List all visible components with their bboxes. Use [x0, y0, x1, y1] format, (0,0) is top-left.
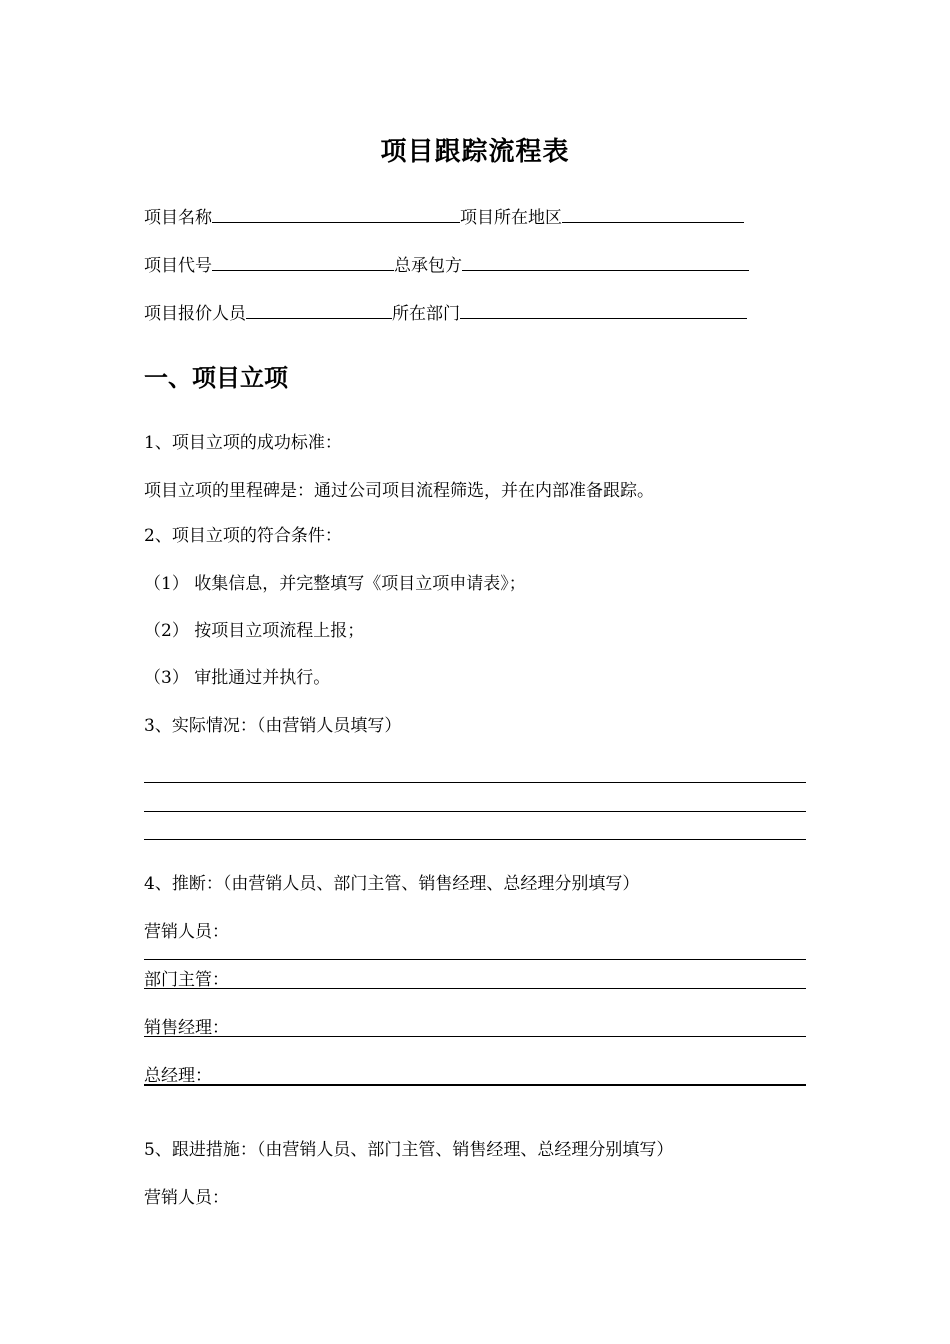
follow-sales-label: 营销人员：: [144, 1188, 229, 1208]
project-code-label: 项目代号: [144, 256, 212, 276]
actual-situation-line-2[interactable]: [144, 811, 806, 812]
general-contractor-field[interactable]: [462, 253, 749, 271]
judge-dept-head-line[interactable]: [144, 988, 806, 989]
project-region-label: 项目所在地区: [460, 208, 562, 228]
condition-number: （3）: [144, 668, 189, 688]
judge-gm-line[interactable]: [144, 1084, 806, 1086]
quoter-label: 项目报价人员: [144, 304, 246, 324]
item-1: 1、项目立项的成功标准：: [144, 433, 342, 453]
condition-text: 审批通过并执行。: [194, 668, 331, 688]
field-row-3: [144, 301, 747, 326]
judge-sales-manager-line[interactable]: [144, 1036, 806, 1037]
field-row-2: [144, 253, 749, 278]
judge-sales-label: 营销人员：: [144, 922, 229, 942]
project-code-field[interactable]: [212, 253, 394, 271]
actual-situation-line-1[interactable]: [144, 782, 806, 783]
field-row-1: [144, 205, 744, 230]
condition-text: 收集信息，并完整填写《项目立项申请表》；: [194, 574, 526, 594]
item-3: 3、实际情况：（由营销人员填写）: [144, 716, 402, 736]
general-contractor-label: 总承包方: [394, 256, 462, 276]
item-5: 5、跟进措施：（由营销人员、部门主管、销售经理、总经理分别填写）: [144, 1140, 674, 1160]
quoter-field[interactable]: [246, 301, 392, 319]
condition-text: 按项目立项流程上报；: [194, 621, 365, 641]
project-name-label: 项目名称: [144, 208, 212, 228]
judge-sales-line[interactable]: [144, 959, 806, 960]
judge-dept-head-label: 部门主管：: [144, 970, 229, 990]
project-region-field[interactable]: [562, 205, 744, 223]
project-name-field[interactable]: [212, 205, 460, 223]
condition-1: [144, 569, 526, 594]
section-heading: 一、项目立项: [144, 363, 288, 392]
department-field[interactable]: [460, 301, 747, 319]
condition-3: [144, 663, 330, 688]
milestone-text: 项目立项的里程碑是：通过公司项目流程筛选，并在内部准备跟踪。: [144, 481, 654, 501]
department-label: 所在部门: [392, 304, 460, 324]
condition-2: [144, 616, 364, 641]
actual-situation-line-3[interactable]: [144, 839, 806, 840]
page-title: 项目跟踪流程表: [380, 137, 570, 167]
judge-gm-label: 总经理：: [144, 1066, 212, 1086]
item-2: 2、项目立项的符合条件：: [144, 526, 342, 546]
item-4: 4、推断：（由营销人员、部门主管、销售经理、总经理分别填写）: [144, 874, 640, 894]
condition-number: （1）: [144, 574, 189, 594]
condition-number: （2）: [144, 621, 189, 641]
judge-sales-manager-label: 销售经理：: [144, 1018, 229, 1038]
